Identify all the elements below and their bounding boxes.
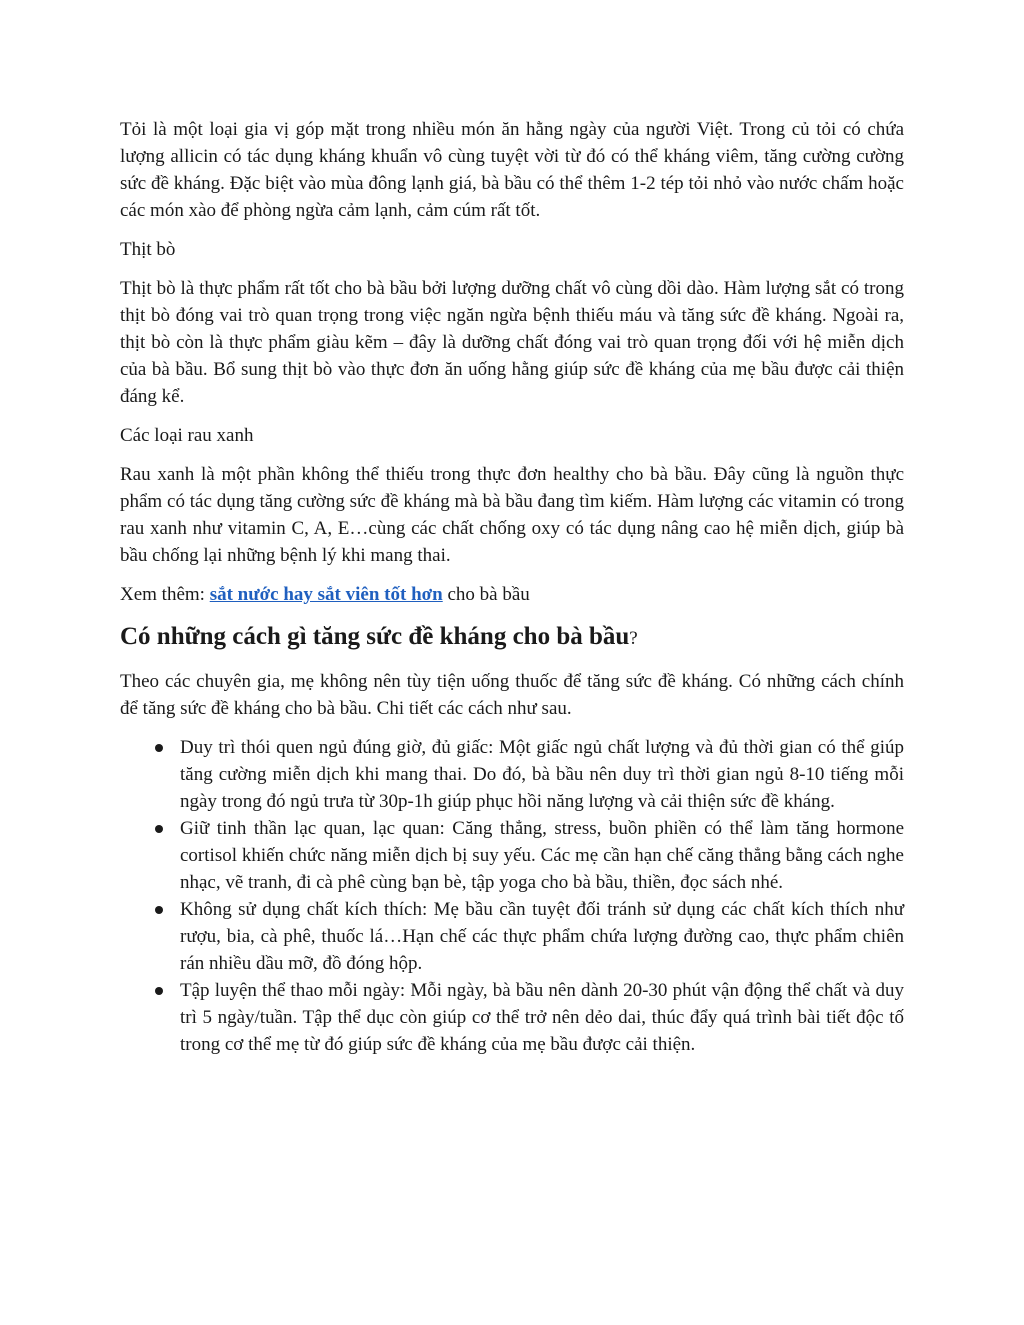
section-label-beef: Thịt bò xyxy=(120,239,176,260)
list-item xyxy=(120,815,904,896)
list-item-text: Duy trì thói quen ngủ đúng giờ, đủ giấc: Một giấc ngủ chất lượng và đủ thời gian có thể giúp tăng cường miễn dịch khi mang thai. Do đó, bà bầu nên duy trì thời gian ngủ 8-10 tiếng mỗi ngày trong đó ngủ trưa từ 30p-1h giúp phục hồi năng lượng và cải thiện sức đề kháng. xyxy=(180,737,904,812)
list-item-text: Giữ tinh thần lạc quan, lạc quan: Căng thẳng, stress, buồn phiền có thể làm tăng hormone cortisol khiến chức năng miễn dịch bị suy yếu. Các mẹ cần hạn chế căng thẳng bằng cách nghe nhạc, vẽ tranh, đi cà phê cùng bạn bè, tập yoga cho bà bầu, thiền, đọc sách nhé. xyxy=(180,818,904,893)
paragraph-garlic: Tỏi là một loại gia vị góp mặt trong nhiều món ăn hằng ngày của người Việt. Trong củ tỏi có chứa lượng allicin có tác dụng kháng khuẩn vô cùng tuyệt vời từ đó có thể kháng viêm, tăng cường cường sức đề kháng. Đặc biệt vào mùa đông lạnh giá, bà bầu có thể thêm 1-2 tép tỏi nhỏ vào nước chấm hoặc các món xào để phòng ngừa cảm lạnh, cảm cúm rất tốt. xyxy=(120,119,904,221)
list-item xyxy=(120,896,904,977)
section-label-greens: Các loại rau xanh xyxy=(120,425,254,446)
see-more-link[interactable]: sắt nước hay sắt viên tốt hơn xyxy=(209,584,443,605)
see-more-suffix: cho bà bầu xyxy=(442,584,530,605)
tips-list xyxy=(120,734,904,1058)
bullet-icon xyxy=(155,906,163,914)
bullet-icon xyxy=(155,825,163,833)
section-heading-qmark: ? xyxy=(629,628,638,649)
paragraph-intro: Theo các chuyên gia, mẹ không nên tùy tiện uống thuốc để tăng sức đề kháng. Có những cách chính để tăng sức đề kháng cho bà bầu. Chi tiết các cách như sau. xyxy=(120,671,904,719)
list-item xyxy=(120,977,904,1058)
list-item xyxy=(120,734,904,815)
document-page xyxy=(120,116,904,1058)
list-item-text: Tập luyện thể thao mỗi ngày: Mỗi ngày, bà bầu nên dành 20-30 phút vận động thể chất và duy trì 5 ngày/tuần. Tập thể dục còn giúp cơ thể trở nên dẻo dai, thúc đẩy quá trình bài tiết độc tố trong cơ thể mẹ từ đó giúp sức đề kháng của mẹ bầu được cải thiện. xyxy=(180,980,904,1055)
section-heading xyxy=(120,620,904,656)
paragraph-beef: Thịt bò là thực phẩm rất tốt cho bà bầu bởi lượng dưỡng chất vô cùng dồi dào. Hàm lượng sắt có trong thịt bò đóng vai trò quan trọng trong việc ngăn ngừa bệnh thiếu máu và tăng sức đề kháng. Ngoài ra, thịt bò còn là thực phẩm giàu kẽm – đây là dưỡng chất đóng vai trò quan trọng đối với hệ miễn dịch của bà bầu. Bổ sung thịt bò vào thực đơn ăn uống hằng giúp sức đề kháng của mẹ bầu được cải thiện đáng kể. xyxy=(120,278,904,407)
see-more-prefix: Xem thêm: xyxy=(120,584,210,605)
see-more-line xyxy=(120,581,904,608)
bullet-icon xyxy=(155,987,163,995)
section-heading-text: Có những cách gì tăng sức đề kháng cho bà bầu xyxy=(120,623,630,650)
bullet-icon xyxy=(155,744,163,752)
list-item-text: Không sử dụng chất kích thích: Mẹ bầu cần tuyệt đối tránh sử dụng các chất kích thích như rượu, bia, cà phê, thuốc lá…Hạn chế các thực phẩm chứa lượng đường cao, thực phẩm chiên rán nhiều dầu mỡ, đồ đóng hộp. xyxy=(180,899,904,974)
paragraph-greens: Rau xanh là một phần không thể thiếu trong thực đơn healthy cho bà bầu. Đây cũng là nguồn thực phẩm có tác dụng tăng cường sức đề kháng mà bà bầu đang tìm kiếm. Hàm lượng các vitamin có trong rau xanh như vitamin C, A, E…cùng các chất chống oxy có tác dụng nâng cao hệ miễn dịch, giúp bà bầu chống lại những bệnh lý khi mang thai. xyxy=(120,464,904,566)
